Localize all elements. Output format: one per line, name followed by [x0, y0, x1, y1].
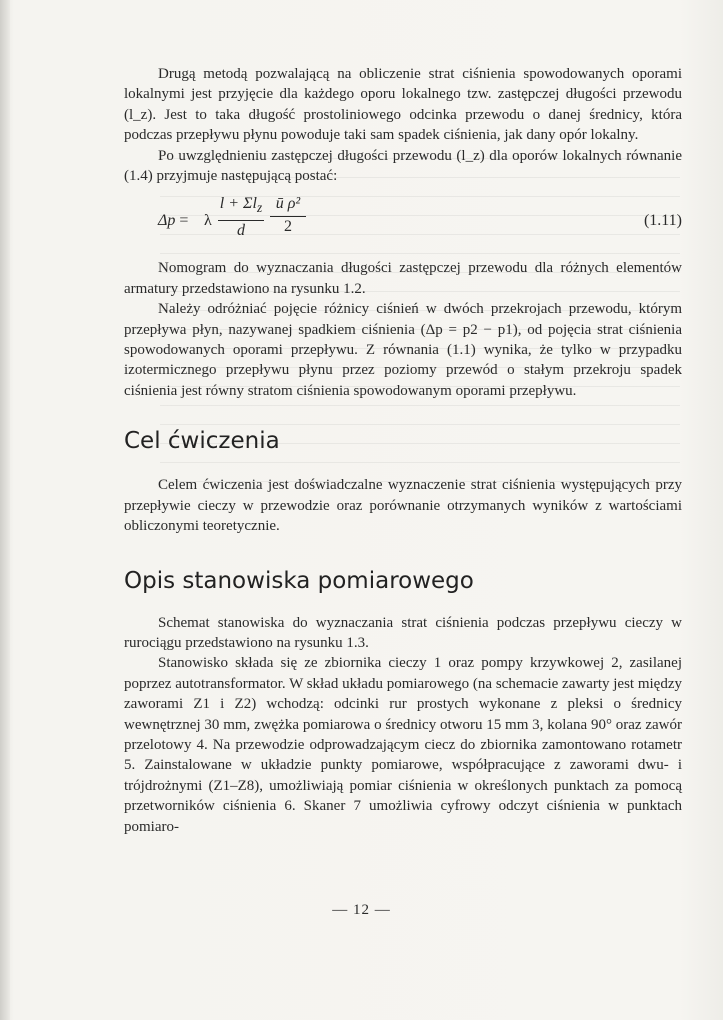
paragraph: Należy odróżniać pojęcie różnicy ciśnień w dwóch przekrojach przewodu, którym przepływa płyn, nazywanej spadkiem ciśnienia (Δp = p2 − p1), od pojęcia strat ciśnienia spowodowanych oporami przepływu. Z równania (1.1) wynika, że tylko w przypadku izotermicznego przepływu płynu przez poziomy przewód o stałym przekroju spadek ciśnienia jest równy stratom ciśnienia spowodowanym oporami przepływu.	[124, 301, 682, 399]
equation-1-11	[124, 194, 682, 252]
paragraph: Drugą metodą pozwalającą na obliczenie strat ciśnienia spowodowanych oporami lokalnymi jest przyjęcie dla każdego oporu lokalnego tzw. zastępczej długości przewodu (l_z). Jest to taka długość prostoliniowego odcinka przewodu o danej średnicy, która podczas przepływu płynu powoduje taki sam spadek ciśnienia, jak dany opór lokalny.	[124, 66, 682, 144]
page-number: — 12 —	[332, 902, 391, 918]
text-body	[124, 64, 682, 837]
section-heading-opis: Opis stanowiska pomiarowego	[124, 567, 474, 594]
formula-lambda: λ	[204, 212, 212, 230]
equation-number: (1.11)	[643, 212, 682, 230]
paragraph: Schemat stanowiska do wyznaczania strat ciśnienia podczas przepływu cieczy w rurociągu przedstawiono na rysunku 1.3.	[124, 614, 682, 651]
paragraph: Celem ćwiczenia jest doświadczalne wyznaczenie strat ciśnienia występujących przy przepływie cieczy w przewodzie oraz porównanie otrzymanych wyników z wartościami obliczonymi teoretycznie.	[124, 477, 682, 535]
formula-lhs: Δp =	[158, 212, 189, 230]
formula-fraction-length: $l + \Sigma l_z$ d	[219, 195, 263, 240]
formula-fraction-velocity: ū ρ² 2	[270, 194, 306, 237]
page-edge	[0, 0, 10, 1020]
section-heading-cel: Cel ćwiczenia	[124, 428, 280, 455]
paragraph: Stanowisko składa się ze zbiornika cieczy 1 oraz pompy krzywkowej 2, zasilanej poprzez autotransformator. W skład układu pomiarowego (na schemacie zawarty jest między zaworami Z1 i Z2) wchodzą: odcinki rur prostych wykonane z pleksi o średnicy wewnętrznej 30 mm, zwężka pomiarowa o średnicy otworu 15 mm 3, kolana 90° oraz zawór przelotowy 4. Na przewodzie odprowadzającym ciecz do zbiornika zamontowano rotametr 5. Zainstalowane w układzie punkty pomiarowe, współpracujące z zaworami dwu- i trójdrożnymi (Z1–Z8), umożliwiają pomiar ciśnienia w określonych punktach za pomocą przetworników ciśnienia 6. Skaner 7 umożliwia cyfrowy odczyt ciśnienia w punktach pomiaro-	[124, 655, 682, 835]
paragraph: Nomogram do wyznaczania długości zastępczej przewodu dla różnych elementów armatury przedstawiono na rysunku 1.2.	[124, 260, 682, 297]
paragraph: Po uwzględnieniu zastępczej długości przewodu (l_z) dla oporów lokalnych równanie (1.4) przyjmuje następującą postać:	[124, 147, 682, 185]
